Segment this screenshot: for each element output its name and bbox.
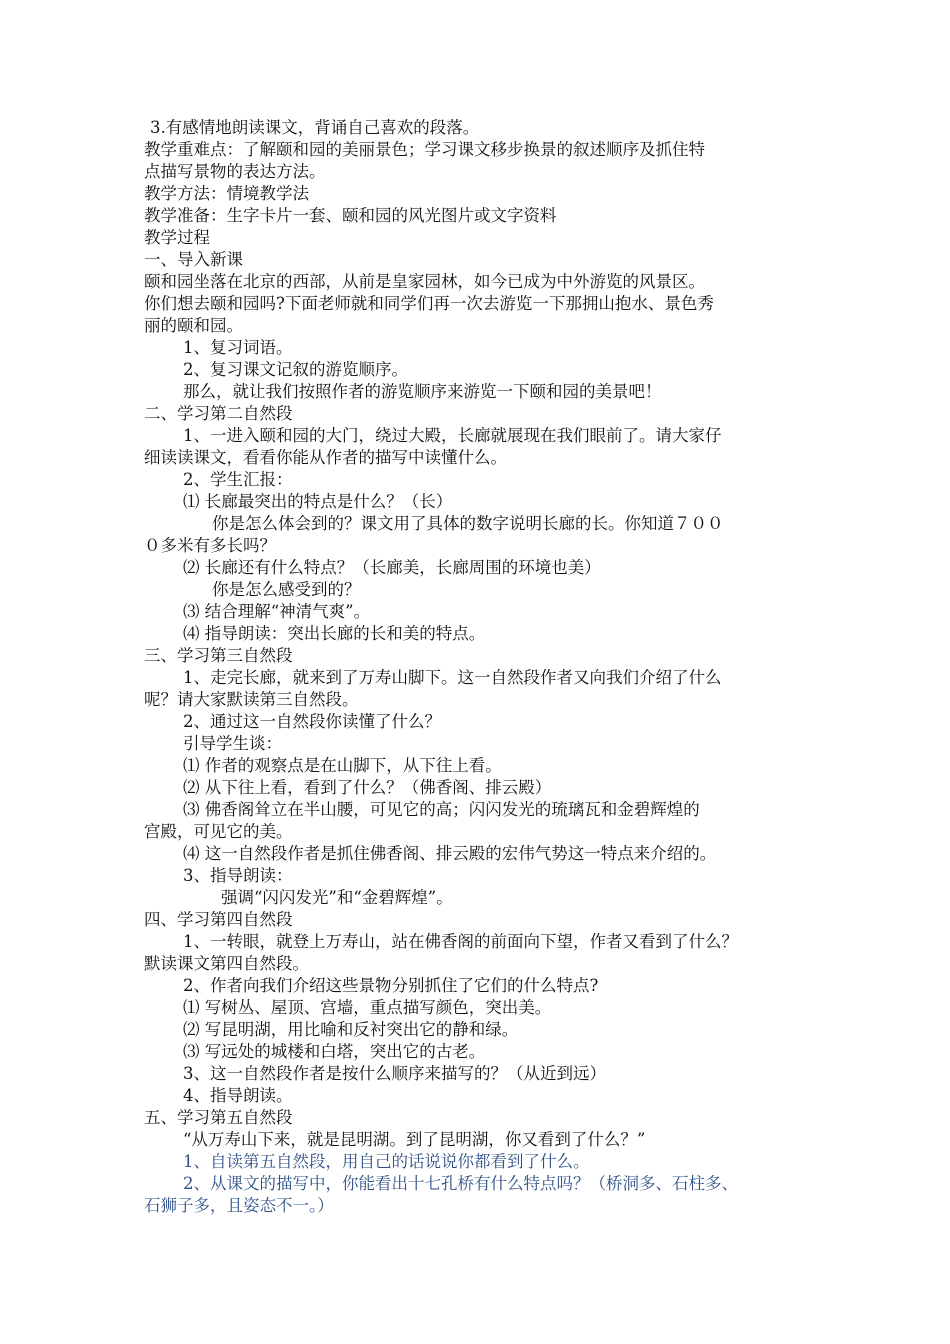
section-1-heading: 一、导入新课 xyxy=(144,250,243,269)
s2-point-2-detail: 你是怎么感受到的？ xyxy=(212,580,361,599)
s3-point-2: ⑵ 从下往上看，看到了什么？（佛香阁、排云殿） xyxy=(183,778,552,797)
section-4-heading: 四、学习第四自然段 xyxy=(144,910,293,929)
s4-item-1-line-2: 默读课文第四自然段。 xyxy=(144,954,309,973)
section-3-heading: 三、学习第三自然段 xyxy=(144,646,293,665)
s3-point-3-line-1: ⑶ 佛香阁耸立在半山腰，可见它的高；闪闪发光的琉璃瓦和金碧辉煌的 xyxy=(183,800,700,819)
objective-3: 3.有感情地朗读课文，背诵自己喜欢的段落。 xyxy=(150,118,480,137)
s4-point-1: ⑴ 写树丛、屋顶、宫墙，重点描写颜色，突出美。 xyxy=(183,998,552,1017)
s5-item-2-line-1: 2、从课文的描写中，你能看出十七孔桥有什么特点吗？（桥洞多、石柱多、 xyxy=(183,1174,738,1193)
s3-item-3: 3、指导朗读： xyxy=(183,866,293,885)
s2-item-2: 2、学生汇报： xyxy=(183,470,293,489)
s2-item-1-line-1: 1、一进入颐和园的大门，绕过大殿，长廊就展现在我们眼前了。请大家仔 xyxy=(183,426,722,445)
s5-item-1: 1、自读第五自然段，用自己的话说说你都看到了什么。 xyxy=(183,1152,590,1171)
section-2-heading: 二、学习第二自然段 xyxy=(144,404,293,423)
s3-point-4: ⑷ 这一自然段作者是抓住佛香阁、排云殿的宏伟气势这一特点来介绍的。 xyxy=(183,844,717,863)
s5-item-2-line-2: 石狮子多，且姿态不一。） xyxy=(144,1196,334,1215)
teaching-method: 教学方法：情境教学法 xyxy=(144,184,309,203)
s2-item-1-line-2: 细读读课文，看看你能从作者的描写中读懂什么。 xyxy=(144,448,507,467)
s4-item-4: 4、指导朗读。 xyxy=(183,1086,293,1105)
key-difficulties-line-2: 点描写景物的表达方法。 xyxy=(144,162,326,181)
s3-point-3-line-2: 宫殿，可见它的美。 xyxy=(144,822,293,841)
section-5-heading: 五、学习第五自然段 xyxy=(144,1108,293,1127)
s2-point-2: ⑵ 长廊还有什么特点？（长廊美，长廊周围的环境也美） xyxy=(183,558,601,577)
s2-point-4: ⑷ 指导朗读：突出长廊的长和美的特点。 xyxy=(183,624,486,643)
s5-quote: “从万寿山下来，就是昆明湖。到了昆明湖，你又看到了什么？” xyxy=(183,1130,646,1149)
s3-item-2: 2、通过这一自然段你读懂了什么？ xyxy=(183,712,441,731)
s4-item-3: 3、这一自然段作者是按什么顺序来描写的？（从近到远） xyxy=(183,1064,606,1083)
intro-line-1: 颐和园坐落在北京的西部，从前是皇家园林，如今已成为中外游览的风景区。 xyxy=(144,272,705,291)
s4-item-2: 2、作者向我们介绍这些景物分别抓住了它们的什么特点? xyxy=(183,976,599,995)
intro-line-2: 你们想去颐和园吗?下面老师就和同学们再一次去游览一下那拥山抱水、景色秀 xyxy=(144,294,714,313)
s2-point-3: ⑶ 结合理解“神清气爽”。 xyxy=(183,602,371,621)
review-words: 1、复习词语。 xyxy=(183,338,293,357)
process-heading: 教学过程 xyxy=(144,228,210,247)
s2-point-1-detail-line-1: 你是怎么体会到的？课文用了具体的数字说明长廊的长。你知道７００ xyxy=(212,514,724,533)
s2-point-1: ⑴ 长廊最突出的特点是什么？（长） xyxy=(183,492,453,511)
review-order: 2、复习课文记叙的游览顺序。 xyxy=(183,360,408,379)
transition-line: 那么，就让我们按照作者的游览顺序来游览一下颐和园的美景吧！ xyxy=(183,382,662,401)
s3-point-1: ⑴ 作者的观察点是在山脚下，从下往上看。 xyxy=(183,756,502,775)
teaching-preparation: 教学准备：生字卡片一套、颐和园的风光图片或文字资料 xyxy=(144,206,557,225)
s4-point-3: ⑶ 写远处的城楼和白塔，突出它的古老。 xyxy=(183,1042,486,1061)
s2-point-1-detail-line-2: ０多米有多长吗？ xyxy=(144,536,276,555)
key-difficulties-line-1: 教学重难点：了解颐和园的美丽景色；学习课文移步换景的叙述顺序及抓住特 xyxy=(144,140,705,159)
s4-point-2: ⑵ 写昆明湖，用比喻和反衬突出它的静和绿。 xyxy=(183,1020,519,1039)
s3-item-1-line-1: 1、走完长廊，就来到了万寿山脚下。这一自然段作者又向我们介绍了什么 xyxy=(183,668,722,687)
s3-item-1-line-2: 呢？请大家默读第三自然段。 xyxy=(144,690,359,709)
s3-guide: 引导学生谈： xyxy=(183,734,282,753)
intro-line-3: 丽的颐和园。 xyxy=(144,316,243,335)
s4-item-1-line-1: 1、一转眼，就登上万寿山，站在佛香阁的前面向下望，作者又看到了什么？ xyxy=(183,932,738,951)
s3-emphasis: 强调“闪闪发光”和“金碧辉煌”。 xyxy=(221,888,453,907)
